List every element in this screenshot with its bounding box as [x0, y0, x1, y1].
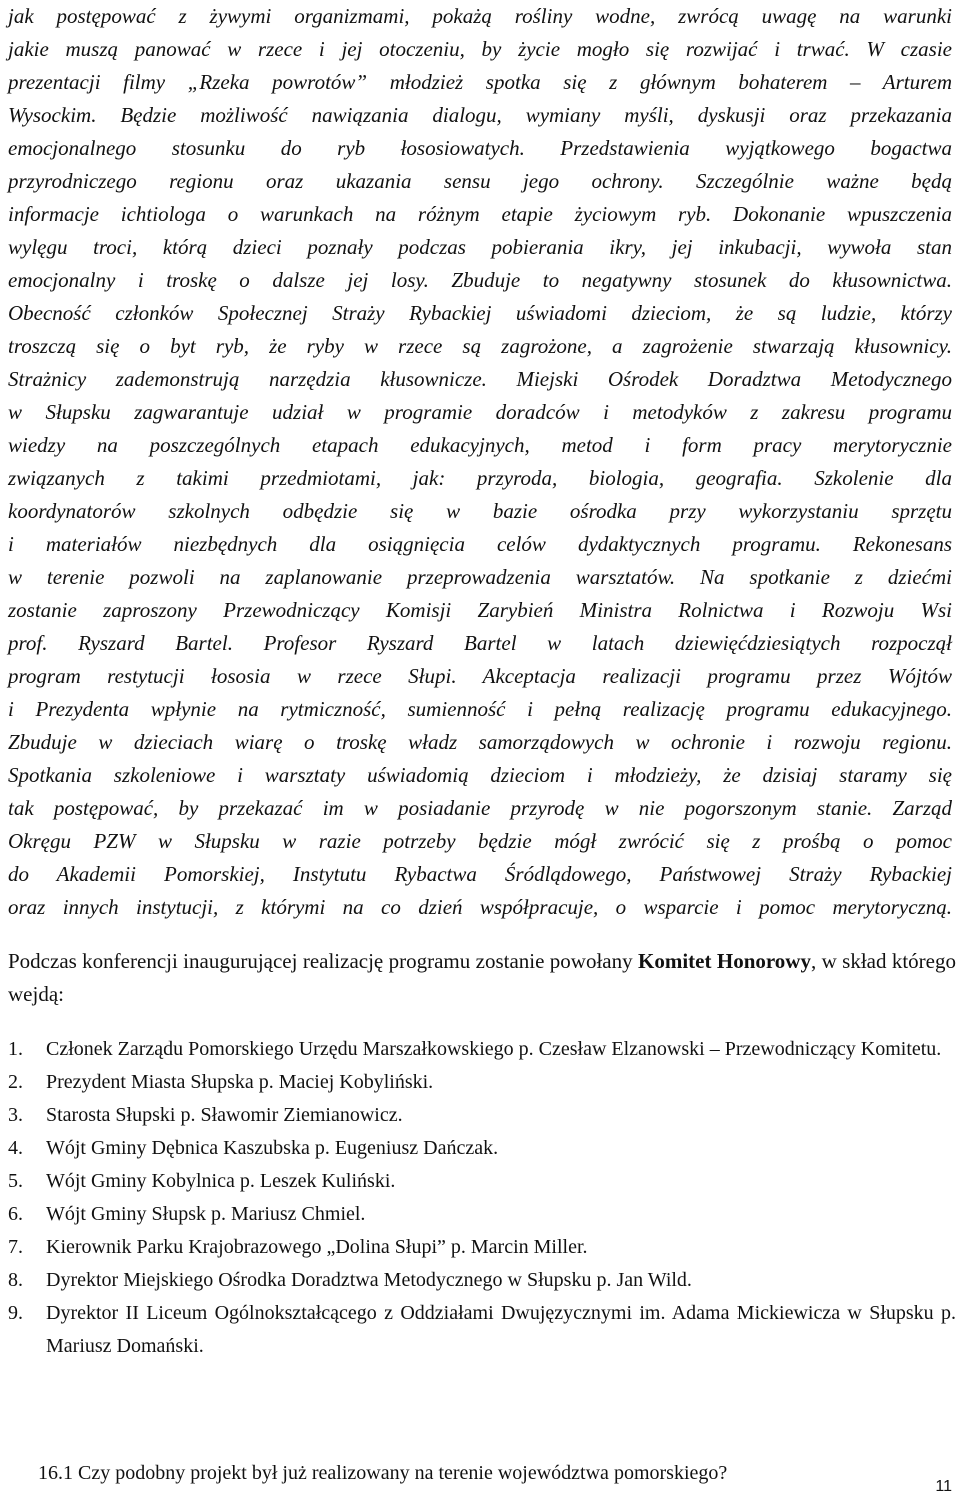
committee-member [8, 1099, 956, 1132]
paragraph-line: wylęgu troci, którą dzieci poznały podczas pobierania ikry, jej inkubacji, wywoła stan [8, 235, 952, 259]
section-question: 16.1 Czy podobny projekt był już realizowany na terenie województwa pomorskiego? [38, 1462, 728, 1484]
committee-member [8, 1198, 956, 1231]
committee-member [8, 1066, 956, 1099]
paragraph-line: program restytucji łososia w rzece Słupi. Akceptacja realizacji programu przez Wójtów [8, 664, 952, 688]
member-text: Dyrektor II Liceum Ogólnokształcącego z Oddziałami Dwujęzycznymi im. Adama Mickiewicza w Słupsku p. Mariusz Domański. [46, 1302, 956, 1357]
member-number: 6. [8, 1203, 23, 1225]
paragraph-line: prezentacji filmy „Rzeka powrotów” młodzież spotka się z głównym bohaterem – Arturem [8, 70, 952, 94]
committee-member [8, 1231, 956, 1264]
paragraph-line: Wysockim. Będzie możliwość nawiązania dialogu, wymiany myśli, dyskusji oraz przekazania [8, 103, 952, 127]
member-number: 1. [8, 1038, 23, 1060]
member-text: Kierownik Parku Krajobrazowego „Dolina Słupi” p. Marcin Miller. [46, 1236, 588, 1258]
paragraph-line: Okręgu PZW w Słupsku w razie potrzeby będzie mógł zwrócić się z prośbą o pomoc [8, 829, 952, 853]
paragraph-line: Obecność członków Społecznej Straży Rybackiej uświadomi dzieciom, że są ludzie, którzy [8, 301, 952, 325]
member-text: Prezydent Miasta Słupska p. Maciej Kobyliński. [46, 1071, 434, 1093]
member-number: 9. [8, 1302, 23, 1324]
committee-member [8, 1297, 956, 1363]
member-text: Dyrektor Miejskiego Ośrodka Doradztwa Metodycznego w Słupsku p. Jan Wild. [46, 1269, 692, 1291]
member-number: 8. [8, 1269, 23, 1291]
paragraph-line: przyrodniczego regionu oraz ukazania sensu jego ochrony. Szczególnie ważne będą [8, 169, 952, 193]
paragraph-line: w terenie pozwoli na zaplanowanie przeprowadzenia warsztatów. Na spotkanie z dziećmi [8, 565, 952, 589]
paragraph-line: Spotkania szkoleniowe i warsztaty uświadomią dzieciom i młodzieży, że dzisiaj staramy się [8, 763, 952, 787]
paragraph-line: Zbuduje w dzieciach wiarę o troskę władz samorządowych w ochronie i rozwoju regionu. [8, 730, 952, 754]
member-number: 7. [8, 1236, 23, 1258]
paragraph-line: i Prezydenta wpłynie na rytmiczność, sumienność i pełną realizację programu edukacyjnego. [8, 697, 952, 721]
committee-intro-end: , w skład którego wejdą: [8, 949, 956, 1006]
paragraph-line: i materiałów niezbędnych dla osiągnięcia celów dydaktycznych programu. Rekonesans [8, 532, 952, 556]
member-text: Członek Zarządu Pomorskiego Urzędu Marszałkowskiego p. Czesław Elzanowski – Przewodniczący Komitetu. [46, 1038, 942, 1060]
paragraph-line: do Akademii Pomorskiej, Instytutu Rybactwa Śródlądowego, Państwowej Straży Rybackiej [8, 862, 952, 886]
committee-member [8, 1132, 956, 1165]
committee-member [8, 1165, 956, 1198]
paragraph-line: informacje ichtiologa o warunkach na różnym etapie życiowym ryb. Dokonanie wpuszczenia [8, 202, 952, 226]
body-paragraph [8, 0, 952, 924]
paragraph-line: troszczą się o byt ryb, że ryby w rzece są zagrożone, a zagrożenie stwarzają kłusownicy. [8, 334, 952, 358]
paragraph-line: zostanie zaproszony Przewodniczący Komisji Zarybień Ministra Rolnictwa i Rozwoju Wsi [8, 598, 952, 622]
paragraph-line: Strażnicy zademonstrują narzędzia kłusownicze. Miejski Ośrodek Doradztwa Metodycznego [8, 367, 952, 391]
paragraph-line: tak postępować, by przekazać im w posiadanie przyrodę w nie pogorszonym stanie. Zarząd [8, 796, 952, 820]
member-number: 2. [8, 1071, 23, 1093]
member-text: Wójt Gminy Słupsk p. Mariusz Chmiel. [46, 1203, 366, 1225]
paragraph-line: emocjonalny i troskę o dalsze jej losy. Zbuduje to negatywny stosunek do kłusownictwa. [8, 268, 952, 292]
committee-intro [8, 945, 956, 1011]
member-text: Wójt Gminy Dębnica Kaszubska p. Eugeniusz Dańczak. [46, 1137, 499, 1159]
committee-name: Komitet Honorowy [638, 949, 811, 973]
document-page [8, 0, 952, 924]
member-number: 3. [8, 1104, 23, 1126]
page-number: 11 [935, 1478, 952, 1495]
committee-intro-text: Podczas konferencji inaugurującej realizację programu zostanie powołany [8, 949, 639, 973]
committee-member-list [8, 1033, 956, 1363]
member-text: Starosta Słupski p. Sławomir Ziemianowicz. [46, 1104, 403, 1126]
paragraph-line: jakie muszą panować w rzece i jej otoczeniu, by życie mogło się rozwijać i trwać. W czasie [8, 37, 952, 61]
member-text: Wójt Gminy Kobylnica p. Leszek Kuliński. [46, 1170, 396, 1192]
paragraph-line: w Słupsku zagwarantuje udział w programie doradców i metodyków z zakresu programu [8, 400, 952, 424]
paragraph-line: koordynatorów szkolnych odbędzie się w bazie ośrodka przy wykorzystaniu sprzętu [8, 499, 952, 523]
member-number: 4. [8, 1137, 23, 1159]
paragraph-line: oraz innych instytucji, z którymi na co dzień współpracuje, o wsparcie i pomoc merytoryczną. [8, 895, 952, 919]
paragraph-line: wiedzy na poszczególnych etapach edukacyjnych, metod i form pracy merytorycznie [8, 433, 952, 457]
member-number: 5. [8, 1170, 23, 1192]
paragraph-line: jak postępować z żywymi organizmami, pokażą rośliny wodne, zwrócą uwagę na warunki [8, 4, 952, 28]
committee-member [8, 1033, 956, 1066]
paragraph-line: prof. Ryszard Bartel. Profesor Ryszard Bartel w latach dziewięćdziesiątych rozpoczął [8, 631, 952, 655]
committee-member [8, 1264, 956, 1297]
paragraph-line: emocjonalnego stosunku do ryb łososiowatych. Przedstawienia wyjątkowego bogactwa [8, 136, 952, 160]
paragraph-line: związanych z takimi przedmiotami, jak: przyroda, biologia, geografia. Szkolenie dla [8, 466, 952, 490]
